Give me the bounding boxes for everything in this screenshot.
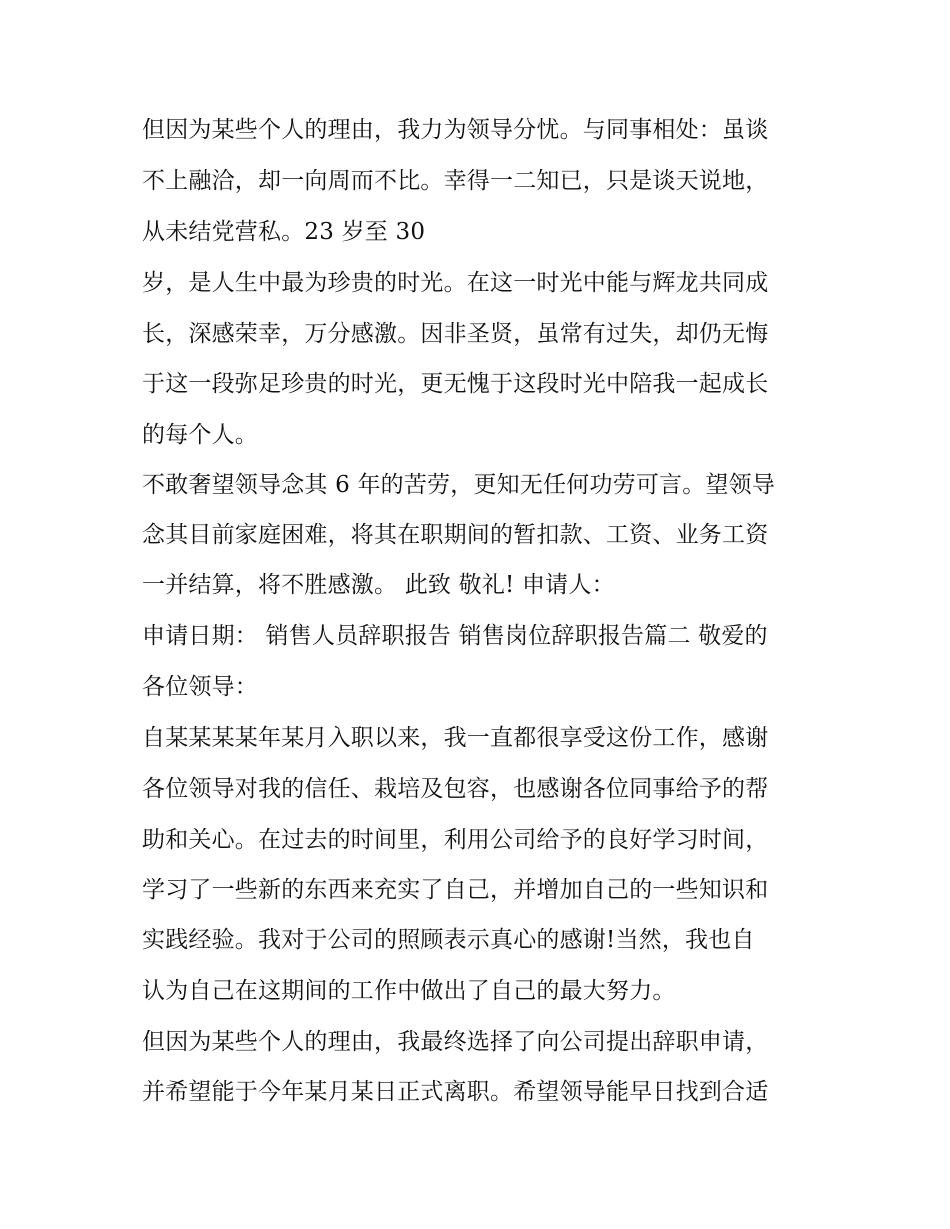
text-line: 的每个人。 <box>142 422 258 448</box>
text-line: 一并结算，将不胜感激。 此致 敬礼! 申请人： <box>142 572 615 598</box>
text-line: 于这一段弥足珍贵的时光，更无愧于这段时光中陪我一起成长 <box>142 371 769 397</box>
text-line: 不上融洽，却一向周而不比。幸得一二知已，只是谈天说地， <box>142 168 769 194</box>
text-line: 长，深感荣幸，万分感激。因非圣贤，虽常有过失，却仍无悔 <box>142 321 769 347</box>
text-line: 但因为某些个人的理由，我力为领导分忧。与同事相处：虽谈 <box>142 117 769 143</box>
text-line: 各位领导对我的信任、栽培及包容，也感谢各位同事给予的帮 <box>142 776 769 802</box>
text-line: 申请日期： 销售人员辞职报告 销售岗位辞职报告篇二 敬爱的 <box>142 623 768 649</box>
text-line: 从未结党营私。23 岁至 30 <box>142 219 426 245</box>
text-line: 学习了一些新的东西来充实了自己，并增加自己的一些知识和 <box>142 877 769 903</box>
text-line: 助和关心。在过去的时间里，利用公司给予的良好学习时间， <box>142 827 769 853</box>
text-line: 念其目前家庭困难，将其在职期间的暂扣款、工资、业务工资 <box>142 522 769 548</box>
text-line: 但因为某些个人的理由，我最终选择了向公司提出辞职申请， <box>142 1029 769 1055</box>
text-line: 并希望能于今年某月某日正式离职。希望领导能早日找到合适 <box>142 1079 769 1105</box>
text-line: 岁，是人生中最为珍贵的时光。在这一时光中能与辉龙共同成 <box>142 270 769 296</box>
text-line: 实践经验。我对于公司的照顾表示真心的感谢!当然，我也自 <box>142 927 755 953</box>
text-line: 自某某某某年某月入职以来，我一直都很享受这份工作，感谢 <box>142 725 769 751</box>
text-line: 不敢奢望领导念其 6 年的苦劳，更知无任何功劳可言。望领导 <box>142 472 776 498</box>
text-line: 各位领导： <box>142 674 258 700</box>
text-line: 认为自己在这期间的工作中做出了自己的最大努力。 <box>142 978 676 1004</box>
